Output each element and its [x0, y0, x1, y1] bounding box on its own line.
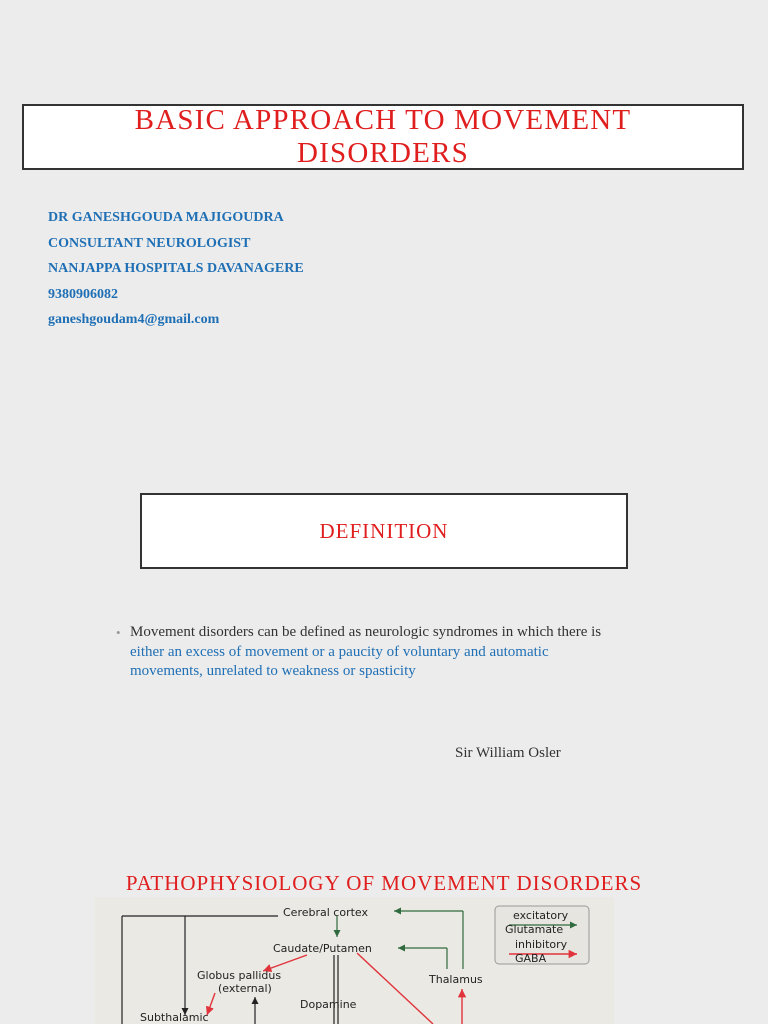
definition-text-line-2: either an excess of movement or a paucity of voluntary and automatic	[130, 643, 549, 660]
title-slide	[0, 0, 768, 440]
presentation-title	[135, 104, 632, 170]
author-name: DR GANESHGOUDA MAJIGOUDRA	[48, 210, 284, 225]
basal-ganglia-svg	[95, 897, 614, 1024]
subthalamic-label: Subthalamic	[140, 1011, 209, 1024]
legend-excitatory-label: excitatory	[513, 909, 569, 922]
title-line-2: DISORDERS	[297, 137, 469, 169]
title-line-1: BASIC APPROACH TO MOVEMENT	[134, 104, 632, 136]
definition-bullet	[116, 623, 646, 682]
bullet-dot-icon: •	[116, 625, 121, 640]
definition-title: DEFINITION	[319, 518, 449, 543]
caudate-downward-red-line	[357, 953, 433, 1024]
gp-external-label-2: (external)	[218, 982, 272, 995]
thalamus-label: Thalamus	[429, 973, 483, 986]
definition-slide	[0, 440, 768, 852]
pathophysiology-slide	[0, 852, 768, 1024]
definition-text-line-3: movements, unrelated to weakness or spasticity	[130, 663, 416, 679]
title-box	[22, 104, 744, 170]
legend-glutamate-label: Glutamate	[505, 923, 564, 936]
quote-attribution: Sir William Osler	[455, 745, 561, 761]
caudate-label: Caudate/Putamen	[273, 942, 372, 955]
author-phone: 9380906082	[48, 286, 118, 302]
pathophysiology-title: PATHOPHYSIOLOGY OF MOVEMENT DISORDERS	[125, 871, 643, 895]
legend-gaba-label: GABA	[515, 952, 547, 965]
author-hospital: NANJAPPA HOSPITALS DAVANAGERE	[48, 261, 304, 276]
author-role: CONSULTANT NEUROLOGIST	[48, 235, 251, 251]
cortex-label: Cerebral cortex	[283, 906, 368, 919]
basal-ganglia-diagram	[95, 897, 614, 1024]
definition-text	[130, 623, 646, 682]
gp-external-label-1: Globus pallidus	[197, 969, 282, 982]
definition-text-line-1: Movement disorders can be defined as neurologic syndromes in which there is	[130, 624, 602, 640]
definition-title-box	[140, 493, 628, 569]
dopamine-label: Dopamine	[300, 998, 357, 1011]
author-email: ganeshgoudam4@gmail.com	[48, 312, 220, 327]
legend-inhibitory-label: inhibitory	[515, 938, 568, 951]
author-block	[48, 205, 304, 333]
